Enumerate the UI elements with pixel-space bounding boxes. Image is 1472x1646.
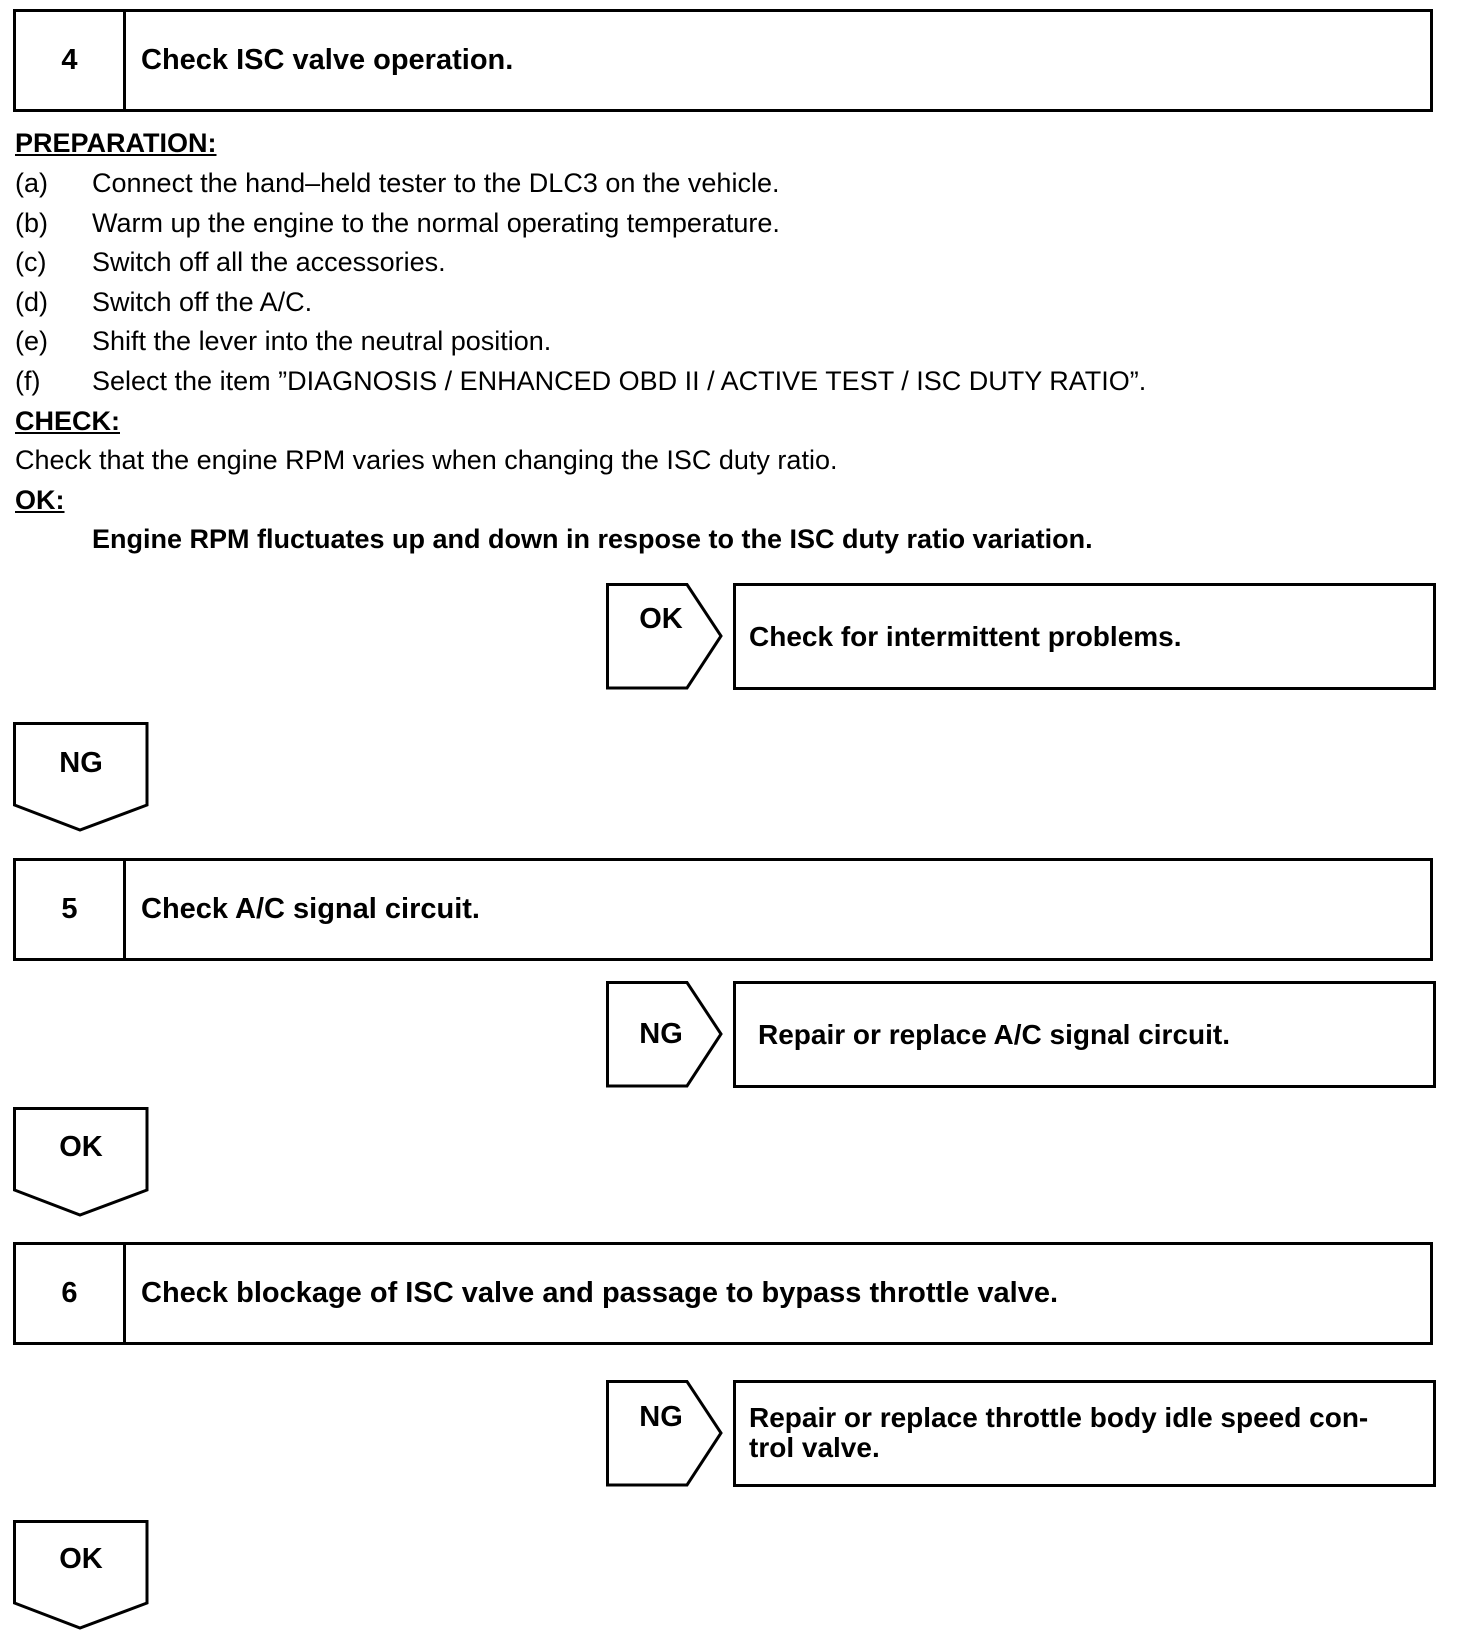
prep-label-c: (c)	[15, 247, 47, 277]
result-box: Repair or replace A/C signal circuit.	[733, 981, 1436, 1088]
prep-item-a: Connect the hand–held tester to the DLC3 on the vehicle.	[92, 168, 780, 198]
prep-item-c: Switch off all the accessories.	[92, 247, 446, 277]
prep-label-e: (e)	[15, 326, 48, 356]
step-6-box	[13, 1242, 1433, 1345]
prep-item-b: Warm up the engine to the normal operating temperature.	[92, 208, 780, 238]
ok-heading: OK:	[15, 485, 65, 515]
step-number: 6	[16, 1245, 126, 1342]
right-arrow-flag-icon	[606, 583, 726, 691]
branch-flag-ng: NG	[639, 1018, 683, 1050]
step-title: Check A/C signal circuit.	[141, 893, 480, 925]
step-5-box	[13, 858, 1433, 961]
down-arrow-flag-icon	[13, 1520, 149, 1632]
check-text: Check that the engine RPM varies when changing the ISC duty ratio.	[15, 445, 838, 475]
prep-label-b: (b)	[15, 208, 48, 238]
down-flag-ok: OK	[59, 1543, 103, 1575]
prep-label-f: (f)	[15, 366, 41, 396]
branch-flag-ok: OK	[639, 603, 683, 635]
branch-flag-ng: NG	[639, 1401, 683, 1433]
step-title: Check blockage of ISC valve and passage to bypass throttle valve.	[141, 1277, 1059, 1309]
down-flag-ok: OK	[59, 1131, 103, 1163]
step-number: 5	[16, 861, 126, 958]
ok-criteria: Engine RPM fluctuates up and down in respose to the ISC duty ratio variation.	[92, 524, 1093, 554]
step-number: 4	[16, 12, 126, 109]
prep-item-f: Select the item ”DIAGNOSIS / ENHANCED OBD II / ACTIVE TEST / ISC DUTY RATIO”.	[92, 366, 1147, 396]
result-box: Repair or replace throttle body idle speed con- trol valve.	[733, 1380, 1436, 1487]
step-title: Check ISC valve operation.	[141, 44, 514, 76]
prep-label-a: (a)	[15, 168, 48, 198]
down-flag-ng: NG	[59, 747, 103, 779]
right-arrow-flag-icon	[606, 1380, 726, 1488]
prep-label-d: (d)	[15, 287, 48, 317]
preparation-heading: PREPARATION:	[15, 128, 217, 158]
step-4-box	[13, 9, 1433, 112]
prep-item-e: Shift the lever into the neutral position.	[92, 326, 552, 356]
result-box: Check for intermittent problems.	[733, 583, 1436, 690]
check-heading: CHECK:	[15, 406, 120, 436]
prep-item-d: Switch off the A/C.	[92, 287, 313, 317]
